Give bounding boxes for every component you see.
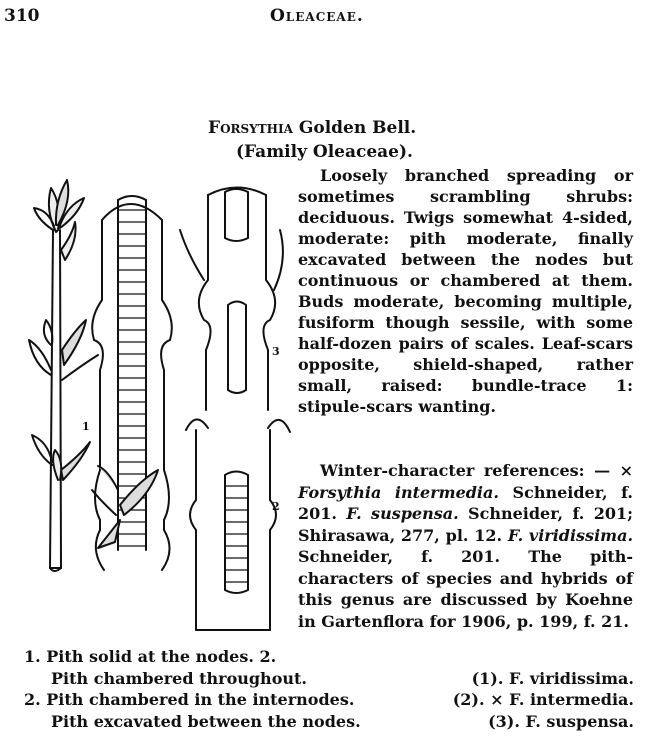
figure-label-1: 1 <box>82 420 90 433</box>
description-text: Loosely branched spreading or sometimes scrambling shrubs: deciduous. Twigs somewhat 4-sided, moderate: pith moderate, finally excavated between the nodes but continuous or chambered at them. Buds moderate, becoming multiple, fusiform though sessile, with some half-dozen pairs of scales. Leaf-scars opposite, shield-shaped, rather small, raised: bundle-trace 1: stipule-scars wanting. <box>298 166 633 416</box>
species-viridissima: F. viridissima. <box>507 525 634 545</box>
references-intro: Winter-character references: — <box>320 461 611 480</box>
pith-section-figure-2b <box>186 419 290 630</box>
species-key <box>24 646 634 732</box>
common-name: Golden Bell. <box>298 118 417 138</box>
key-row-3-right: (2). × F. intermedia. <box>452 690 634 709</box>
reference-viridissima: Schneider, f. 201. <box>298 547 501 566</box>
twig-illustration <box>20 170 295 645</box>
species-intermedia: Forsythia intermedia. <box>298 482 499 502</box>
genus-heading <box>208 118 416 138</box>
key-row-4-left: Pith excavated between the nodes. <box>51 711 361 731</box>
key-row <box>24 711 634 733</box>
hybrid-mark: × <box>619 461 633 480</box>
figure-label-2: 2 <box>272 500 280 513</box>
key-row-1-left: 1. Pith solid at the nodes. 2. <box>24 647 277 666</box>
family-name: (Family Oleaceae). <box>236 142 413 162</box>
reference-intermedia: Schneider, f. 201. <box>298 482 634 523</box>
key-row-4-right: (3). F. suspensa. <box>488 711 634 731</box>
twig-figure-1 <box>29 180 98 571</box>
key-row-3-left: 2. Pith chambered in the internodes. <box>24 690 355 709</box>
page-number: 310 <box>4 6 40 26</box>
key-row-2-left: Pith chambered throughout. <box>51 668 307 688</box>
figure-label-3: 3 <box>272 345 280 358</box>
key-row-2-right: (1). F. viridissima. <box>471 668 634 688</box>
genus-description <box>298 165 633 417</box>
winter-references <box>298 460 633 632</box>
pith-section-figure-2 <box>92 196 172 570</box>
genus-name: Forsythia <box>208 118 293 138</box>
references-closing: The pith-characters of species and hybrids of this genus are discussed by Koehne in Gartenflora for 1906, p. 199, f. 21. <box>298 547 633 631</box>
pith-section-figure-3 <box>180 188 283 411</box>
running-title: Oleaceae. <box>270 6 364 26</box>
reference-suspensa: Schneider, f. 201; Shirasawa, 277, pl. 12. <box>298 504 634 545</box>
key-row <box>24 689 634 711</box>
key-row <box>24 668 634 690</box>
key-row <box>24 646 634 668</box>
species-suspensa: F. suspensa. <box>346 504 459 523</box>
